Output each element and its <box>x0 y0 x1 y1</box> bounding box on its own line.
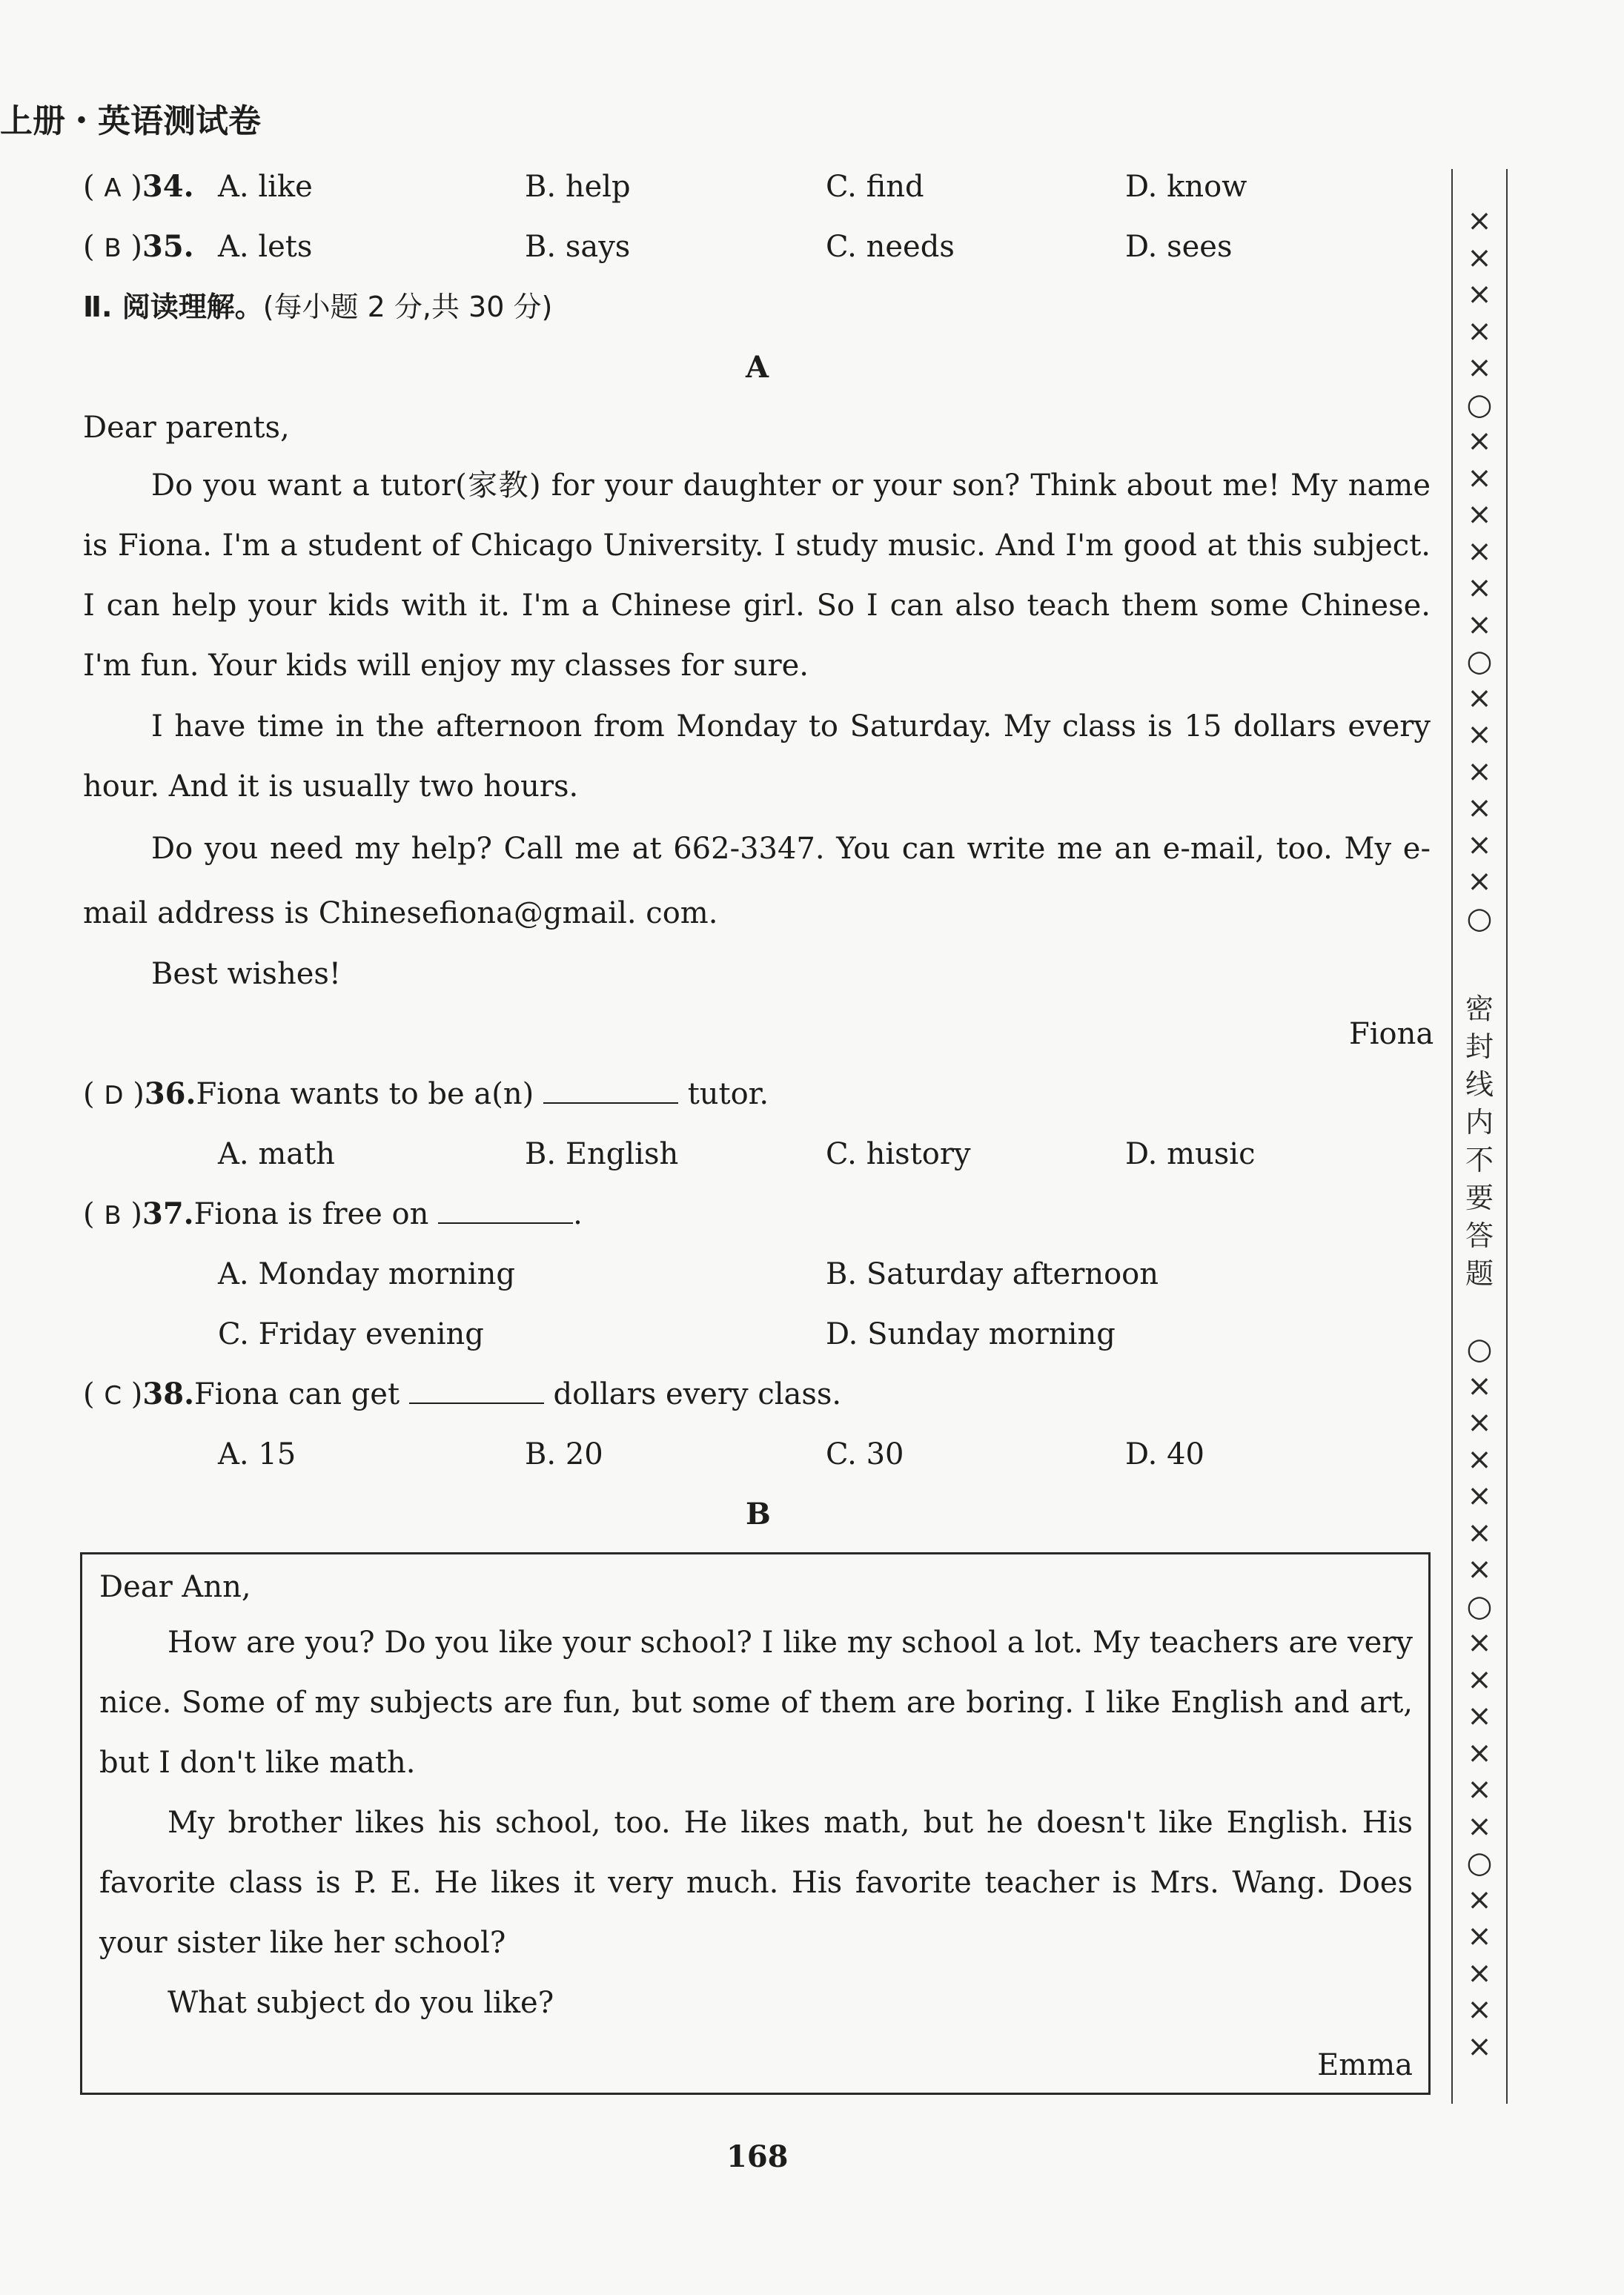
answer-38: C <box>104 1381 122 1411</box>
margin-mark-cross-icon: × <box>1467 460 1492 495</box>
margin-mark-circle-icon: ○ <box>1466 644 1493 678</box>
answer-34: A <box>104 173 122 203</box>
margin-mark-cross-icon: × <box>1467 1479 1492 1513</box>
margin-mark-cross-icon: × <box>1467 864 1492 898</box>
option-36-b: B. English <box>525 1137 679 1171</box>
margin-mark-cross-icon: × <box>1467 791 1492 825</box>
option-35-b: B. says <box>525 230 631 264</box>
margin-mark-cross-icon: × <box>1467 1662 1492 1697</box>
margin-line-left <box>1451 169 1453 2104</box>
margin-mark-circle-icon: ○ <box>1466 1846 1493 1880</box>
margin-seal-char: 题 <box>1465 1257 1494 1290</box>
margin-mark-cross-icon: × <box>1467 204 1492 238</box>
margin-line-right <box>1506 169 1508 2104</box>
margin-mark-cross-icon: × <box>1467 1735 1492 1770</box>
margin-seal-char: 线 <box>1465 1068 1494 1101</box>
blank-36 <box>543 1077 678 1104</box>
option-37-d: D. Sunday morning <box>826 1317 1116 1351</box>
question-38: ( C )38.Fiona can get dollars every class. <box>83 1377 842 1411</box>
margin-mark-cross-icon: × <box>1467 1809 1492 1844</box>
option-38-a: A. 15 <box>218 1437 296 1471</box>
passage-a-paragraph-2: I have time in the afternoon from Monday to Saturday. My class is 15 dollars every hour. And it is usually two hours. <box>83 709 1431 804</box>
margin-mark-cross-icon: × <box>1467 754 1492 789</box>
margin-mark-circle-icon: ○ <box>1466 1332 1493 1366</box>
margin-mark-circle-icon: ○ <box>1466 901 1493 935</box>
passage-b-salutation: Dear Ann, <box>99 1570 251 1604</box>
option-38-d: D. 40 <box>1125 1437 1204 1471</box>
margin-seal-char: 要 <box>1465 1182 1494 1214</box>
margin-mark-circle-icon: ○ <box>1466 1589 1493 1623</box>
margin-mark-cross-icon: × <box>1467 827 1492 862</box>
margin-mark-cross-icon: × <box>1467 314 1492 348</box>
margin-mark-cross-icon: × <box>1467 1882 1492 1917</box>
option-38-b: B. 20 <box>525 1437 603 1471</box>
margin-mark-cross-icon: × <box>1467 571 1492 605</box>
option-36-c: C. history <box>826 1137 971 1171</box>
option-34-d: D. know <box>1125 170 1247 204</box>
margin-mark-cross-icon: × <box>1467 1772 1492 1806</box>
margin-mark-cross-icon: × <box>1467 1405 1492 1440</box>
option-36-d: D. music <box>1125 1137 1256 1171</box>
passage-a-closing: Best wishes! <box>151 957 341 991</box>
option-35-a: A. lets <box>218 230 313 264</box>
option-35-c: C. needs <box>826 230 955 264</box>
passage-a-heading: A <box>746 350 769 385</box>
question-34: ( A )34. <box>83 169 194 204</box>
passage-b-signature: Emma <box>1317 2048 1413 2082</box>
passage-a-salutation: Dear parents, <box>83 411 290 445</box>
page-number: 168 <box>726 2139 789 2174</box>
margin-mark-cross-icon: × <box>1467 680 1492 715</box>
passage-b-paragraph-1: How are you? Do you like your school? I like my school a lot. My teachers are very nice. Some of my subjects are fun, but some of them are boring. I like English and art, but I don't like math. <box>99 1626 1413 1780</box>
question-35: ( B )35. <box>83 229 194 264</box>
question-36: ( D )36.Fiona wants to be a(n) tutor. <box>83 1076 769 1111</box>
answer-36: D <box>104 1081 124 1110</box>
passage-b-paragraph-2: My brother likes his school, too. He likes math, but he doesn't like English. His favorite class is P. E. He likes it very much. His favorite teacher is Mrs. Wang. Does your sister like her school? <box>99 1806 1413 1960</box>
option-37-b: B. Saturday afternoon <box>826 1257 1159 1291</box>
margin-seal-char: 内 <box>1465 1106 1494 1139</box>
margin-mark-cross-icon: × <box>1467 1552 1492 1586</box>
margin-mark-circle-icon: ○ <box>1466 387 1493 422</box>
option-38-c: C. 30 <box>826 1437 904 1471</box>
option-34-c: C. find <box>826 170 924 204</box>
margin-mark-cross-icon: × <box>1467 1368 1492 1403</box>
margin-seal-char: 封 <box>1465 1030 1494 1063</box>
page-header-title: 上册・英语测试卷 <box>0 102 261 140</box>
passage-b-paragraph-3: What subject do you like? <box>168 1986 554 2020</box>
answer-35: B <box>104 234 122 263</box>
option-35-d: D. sees <box>1125 230 1233 264</box>
margin-mark-cross-icon: × <box>1467 1919 1492 1953</box>
margin-mark-cross-icon: × <box>1467 1699 1492 1733</box>
margin-mark-cross-icon: × <box>1467 1515 1492 1550</box>
margin-mark-cross-icon: × <box>1467 351 1492 385</box>
passage-a-signature: Fiona <box>1349 1017 1434 1051</box>
margin-mark-cross-icon: × <box>1467 1442 1492 1477</box>
margin-mark-cross-icon: × <box>1467 1955 1492 1990</box>
margin-mark-cross-icon: × <box>1467 1993 1492 2027</box>
option-34-b: B. help <box>525 170 631 204</box>
margin-mark-cross-icon: × <box>1467 240 1492 275</box>
passage-a-paragraph-1: Do you want a tutor(家教) for your daughter or your son? Think about me! My name is Fiona. I'm a student of Chicago University. I study music. And I'm good at this subject. I can help your kids with it. I'm a Chinese girl. So I can also teach them some Chinese. I'm fun. Your kids will enjoy my classes for sure. <box>83 468 1431 683</box>
margin-seal-char: 密 <box>1465 993 1494 1025</box>
margin-mark-cross-icon: × <box>1467 718 1492 752</box>
option-37-c: C. Friday evening <box>218 1317 484 1351</box>
margin-mark-cross-icon: × <box>1467 424 1492 458</box>
margin-mark-cross-icon: × <box>1467 497 1492 531</box>
blank-38 <box>409 1377 544 1404</box>
section-2-title: Ⅱ. 阅读理解。(每小题 2 分,共 30 分) <box>83 291 553 323</box>
question-37: ( B )37.Fiona is free on . <box>83 1196 583 1231</box>
answer-37: B <box>104 1201 122 1231</box>
passage-b-heading: B <box>746 1497 771 1531</box>
option-34-a: A. like <box>218 170 313 204</box>
margin-seal-char: 不 <box>1465 1144 1494 1176</box>
margin-mark-cross-icon: × <box>1467 277 1492 311</box>
margin-mark-cross-icon: × <box>1467 534 1492 569</box>
blank-37 <box>438 1197 573 1224</box>
margin-mark-cross-icon: × <box>1467 607 1492 642</box>
margin-seal-char: 答 <box>1465 1219 1494 1252</box>
option-36-a: A. math <box>218 1137 335 1171</box>
passage-a-paragraph-3: Do you need my help? Call me at 662-3347. You can write me an e-mail, too. My e-mail address is Chinesefiona@gmail. com. <box>83 832 1431 930</box>
margin-mark-cross-icon: × <box>1467 2029 1492 2064</box>
margin-mark-cross-icon: × <box>1467 1626 1492 1660</box>
option-37-a: A. Monday morning <box>218 1257 515 1291</box>
